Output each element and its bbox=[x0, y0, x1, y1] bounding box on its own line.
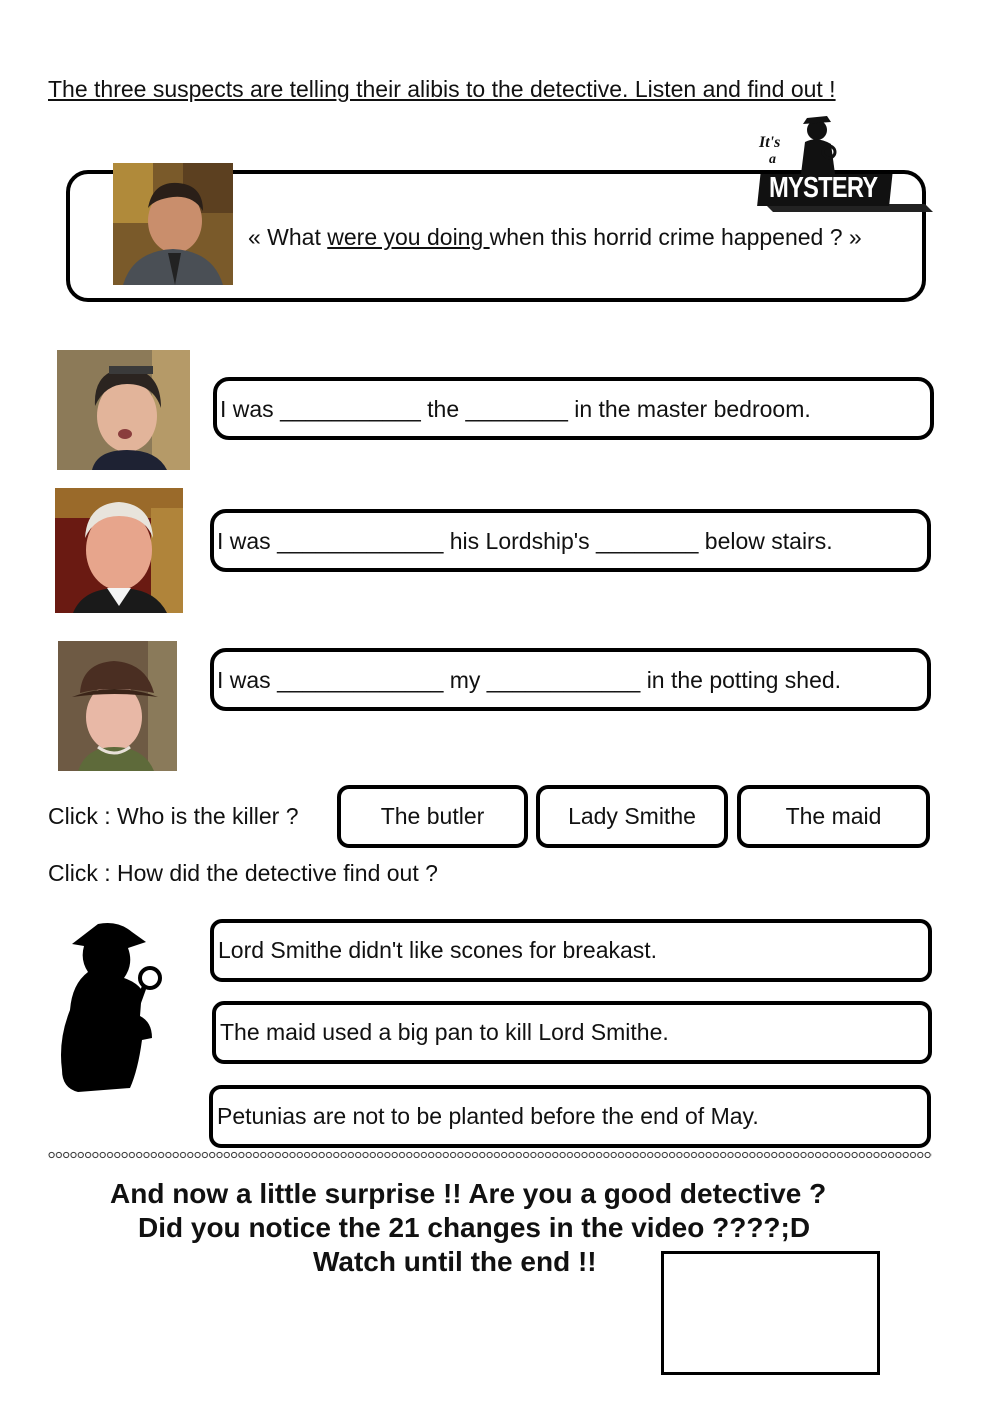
detective-question bbox=[248, 224, 862, 251]
logo-mystery-word: MYSTERY bbox=[769, 172, 878, 204]
instructions-heading: The three suspects are telling their alibis to the detective. Listen and find out ! bbox=[48, 76, 836, 102]
killer-prompt: Click : Who is the killer ? bbox=[48, 803, 299, 829]
alibi-text-2: I was _____________ his Lordship's ________ below stairs. bbox=[217, 528, 833, 554]
how-prompt: Click : How did the detective find out ? bbox=[48, 860, 438, 886]
lady-photo bbox=[58, 641, 177, 771]
how-option-3[interactable]: Petunias are not to be planted before the end of May. bbox=[209, 1085, 931, 1148]
mystery-logo bbox=[755, 112, 933, 216]
option-the-butler[interactable]: The butler bbox=[337, 785, 528, 848]
surprise-line-2: Did you notice the 21 changes in the video ????;D bbox=[138, 1212, 811, 1243]
dotted-divider bbox=[48, 1150, 932, 1160]
question-rest: when this horrid crime happened ? » bbox=[489, 224, 862, 250]
detective-silhouette-icon bbox=[58, 920, 166, 1092]
answer-box[interactable] bbox=[661, 1251, 880, 1375]
surprise-line-3: Watch until the end !! bbox=[313, 1246, 597, 1277]
detective-photo bbox=[113, 163, 233, 285]
butler-photo bbox=[55, 488, 183, 613]
alibi-text-3: I was _____________ my ____________ in the potting shed. bbox=[217, 667, 842, 693]
question-underlined: were you doing bbox=[327, 224, 490, 250]
alibi-text-1: I was ___________ the ________ in the master bedroom. bbox=[220, 396, 811, 422]
logo-a: a bbox=[769, 152, 776, 167]
maid-photo bbox=[57, 350, 190, 470]
surprise-line-1: And now a little surprise !! Are you a good detective ? bbox=[110, 1178, 827, 1209]
how-option-2[interactable]: The maid used a big pan to kill Lord Smithe. bbox=[212, 1001, 932, 1064]
option-lady-smithe[interactable]: Lady Smithe bbox=[536, 785, 728, 848]
logo-its: It's bbox=[759, 134, 781, 151]
question-open: « What bbox=[248, 224, 328, 250]
how-option-1[interactable]: Lord Smithe didn't like scones for breakast. bbox=[210, 919, 932, 982]
option-the-maid[interactable]: The maid bbox=[737, 785, 930, 848]
